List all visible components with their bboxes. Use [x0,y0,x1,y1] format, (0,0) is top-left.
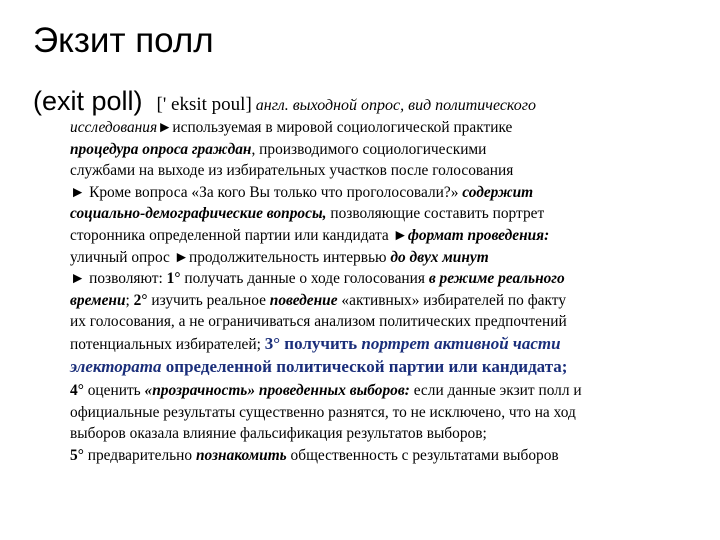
text-line [70,268,710,290]
definition-body [70,117,710,378]
text-line: выборов оказала влияние фальсификация результатов выборов; [70,425,487,443]
term-header [33,86,713,117]
emphasis-text: в режиме реального [428,270,565,288]
text-run: получать данные о ходе голосования [180,270,429,288]
number-marker: 4° [70,382,84,399]
emphasis-text: до двух минут [390,248,489,266]
text-run: , производимого социологическими [251,140,487,158]
emphasis-text: поведение [269,291,338,309]
text-line [70,203,710,225]
number-marker: 1° [166,270,181,288]
highlight-italic-text: электората [70,356,162,376]
text-run: предварительно [83,446,196,464]
text-line [70,247,710,269]
text-line [70,380,710,402]
text-line [70,445,710,467]
text-line [70,139,710,161]
highlight-text: 3° получить [264,333,362,353]
text-run: изучить реальное [147,291,270,309]
emphasis-text: познакомить [195,446,287,464]
term-name: (exit poll) [33,86,143,116]
emphasis-text: «прозрачность» проведенных выборов: [144,382,410,399]
text-line [70,356,710,379]
number-marker: 2° [133,291,148,309]
text-run: если данные экзит полл и [409,382,582,399]
emphasis-text: социально-демографические вопросы, [70,205,327,223]
text-run: сторонника определенной партии или кандидата ► [70,226,408,244]
number-marker: 5° [70,446,84,464]
text-line: службами на выходе из избирательных участков после голосования [70,162,514,180]
highlight-italic-text: портрет активной части [361,333,561,353]
text-run: ; [125,291,134,309]
text-line [70,333,710,356]
emphasis-text: времени [70,291,126,309]
text-run: уличный опрос ►продолжительность интервью [70,248,391,266]
text-run: ► Кроме вопроса «За кого Вы только что проголосовали?» [70,183,459,201]
text-run: общественность с результатами выборов [286,446,559,464]
highlight-text: определенной политической партии или кандидата; [161,356,568,376]
definition-start: англ. выходной опрос, вид политического [255,97,537,114]
transcription: [' eksit poul] [156,94,252,115]
italic-text: исследования [70,119,158,136]
definition-continued [70,380,710,466]
text-run: ►используемая в мировой социологической практике [157,119,513,136]
text-line: их голосования, а не ограничиваться анализом политических предпочтений [70,313,567,331]
text-line: официальные результаты существенно разнятся, то не исключено, что на ход [70,403,576,421]
emphasis-text: процедура опроса граждан [70,140,252,158]
text-run: оценить [83,382,145,399]
text-run: позволяющие составить портрет [326,205,545,223]
text-line [70,182,710,204]
page-title: Экзит полл [33,21,214,60]
text-run: потенциальных избирателей; [70,335,265,353]
text-line [70,117,710,139]
text-run: «активных» избирателей по факту [337,291,567,309]
text-run: ► позволяют: [70,270,167,288]
text-line [70,290,710,312]
emphasis-text: формат проведения: [407,226,550,244]
emphasis-text: содержит [458,183,534,201]
text-line [70,225,710,247]
